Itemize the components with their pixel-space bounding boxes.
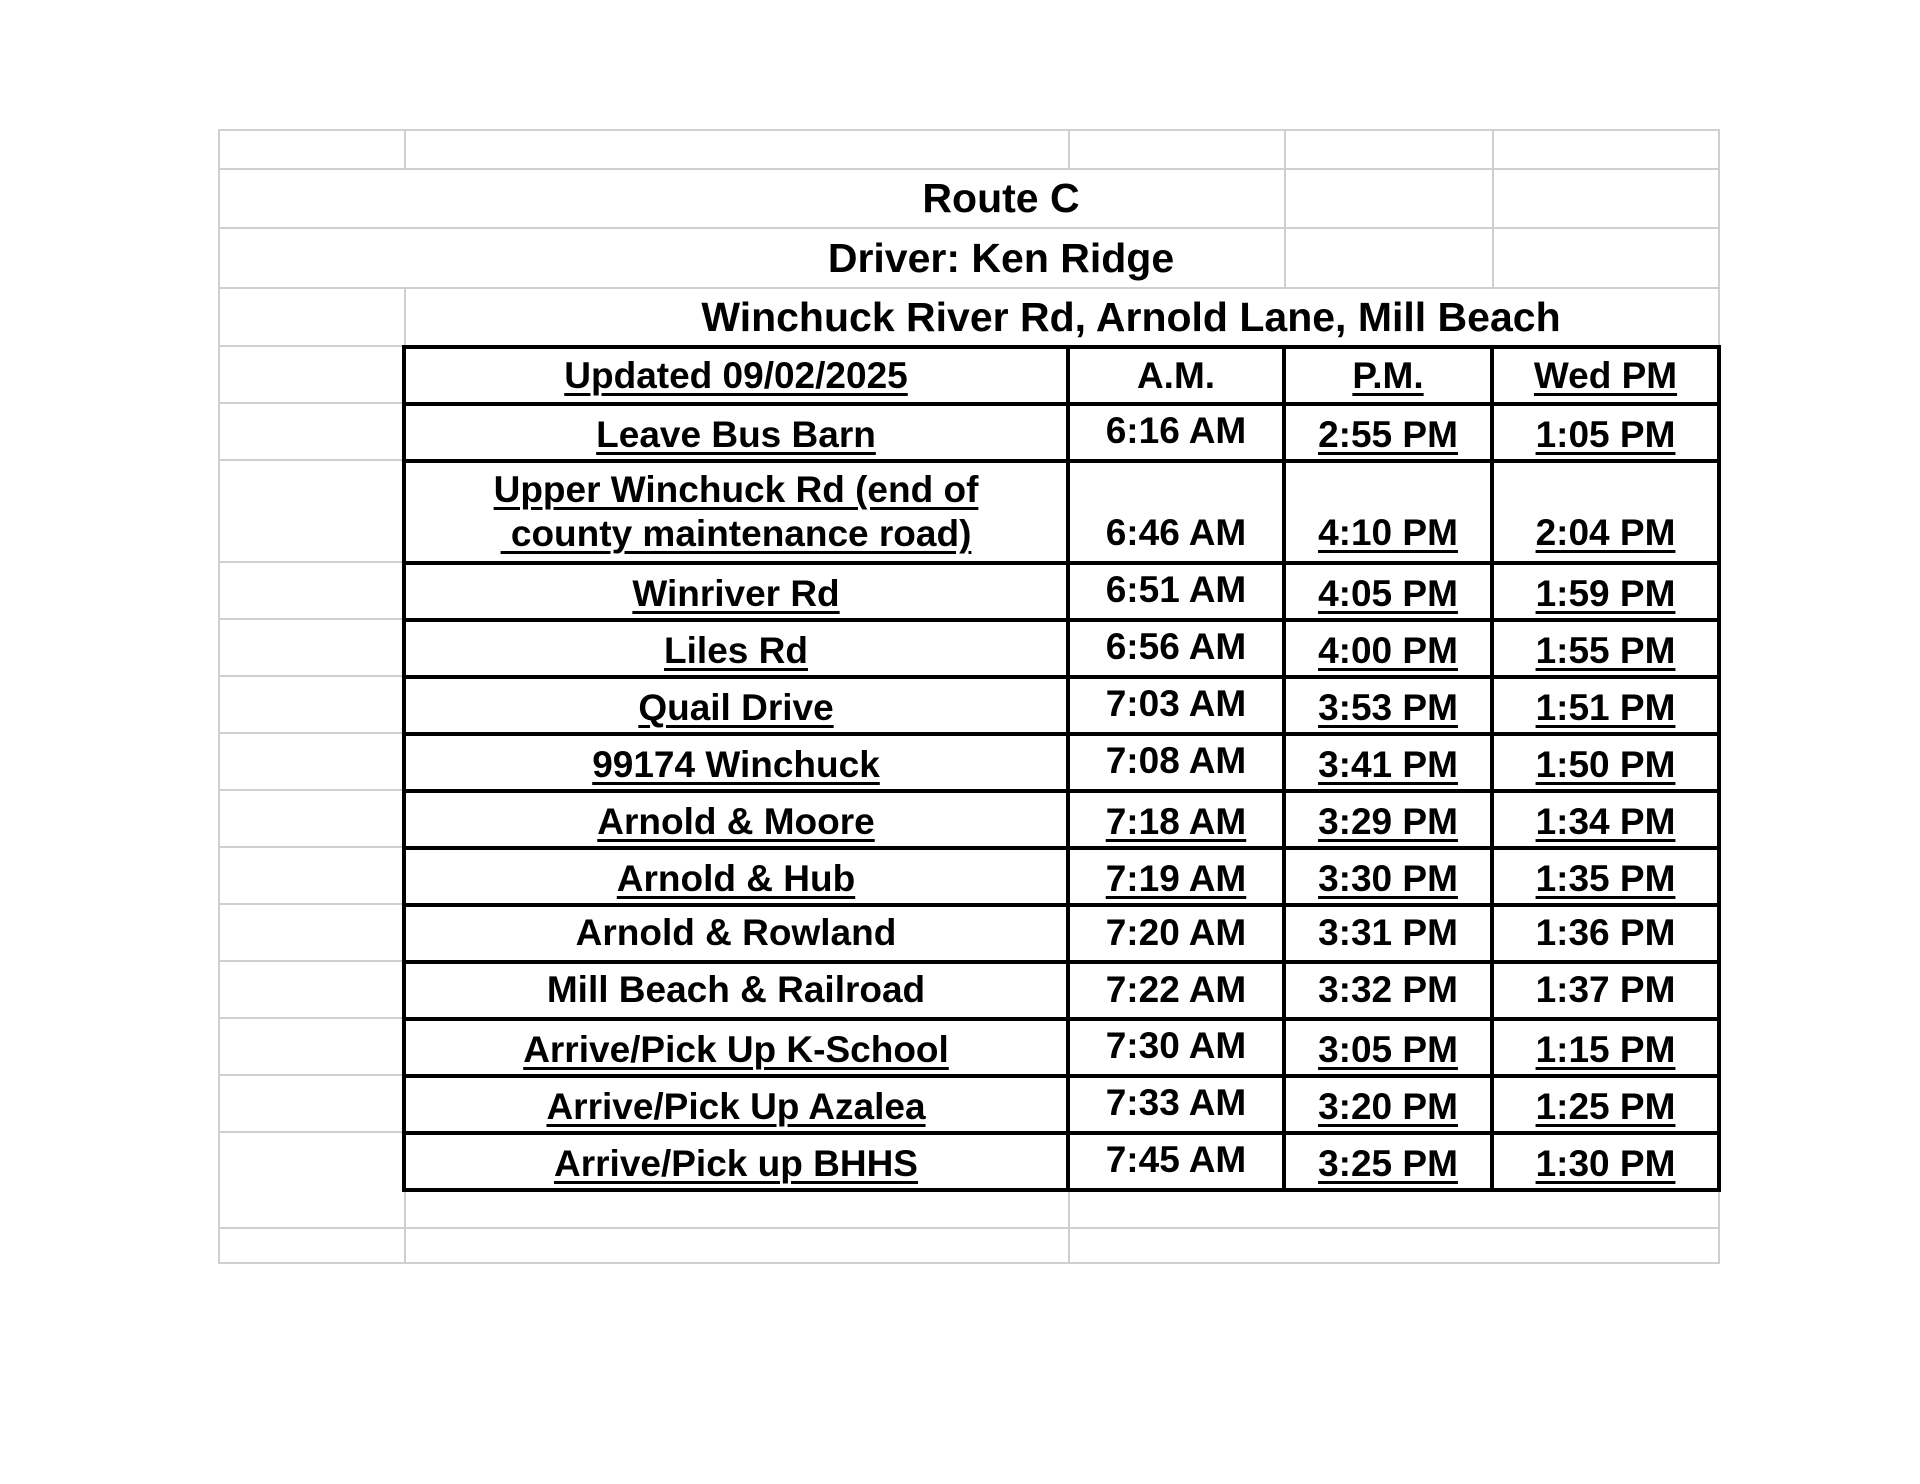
am-time: 7:19 AM bbox=[1105, 857, 1247, 899]
pm-time: 3:32 PM bbox=[1318, 968, 1458, 1010]
gridline bbox=[218, 345, 404, 347]
am-time: 6:16 AM bbox=[1105, 409, 1247, 451]
gridline bbox=[218, 129, 1720, 131]
am-time: 7:45 AM bbox=[1105, 1138, 1247, 1180]
column-header-stop: Updated 09/02/2025 bbox=[564, 354, 908, 396]
table-border bbox=[402, 402, 1721, 406]
am-time: 6:56 AM bbox=[1105, 625, 1247, 667]
gridline bbox=[218, 1017, 404, 1019]
wed-pm-time: 1:25 PM bbox=[1535, 1085, 1676, 1127]
pm-time: 3:53 PM bbox=[1318, 686, 1458, 728]
am-time: 7:30 AM bbox=[1105, 1024, 1247, 1066]
gridline bbox=[218, 459, 404, 461]
wed-pm-time: 1:51 PM bbox=[1535, 686, 1676, 728]
gridline bbox=[218, 129, 220, 1264]
stop-name: Mill Beach & Railroad bbox=[546, 968, 926, 1010]
wed-pm-time: 1:37 PM bbox=[1535, 968, 1676, 1010]
gridline bbox=[218, 960, 404, 962]
stop-name bbox=[406, 463, 1066, 561]
column-header-pm: P.M. bbox=[1352, 354, 1424, 396]
am-time: 7:08 AM bbox=[1105, 739, 1247, 781]
wed-pm-time: 1:05 PM bbox=[1535, 413, 1676, 455]
gridline bbox=[218, 789, 404, 791]
gridline bbox=[218, 402, 404, 404]
stop-name-line: county maintenance road) bbox=[500, 513, 972, 554]
gridline bbox=[218, 1131, 404, 1133]
stop-name: Winriver Rd bbox=[632, 572, 840, 614]
stop-name: 99174 Winchuck bbox=[592, 743, 880, 785]
stop-name: Arrive/Pick up BHHS bbox=[554, 1142, 918, 1184]
table-border bbox=[1717, 345, 1721, 1192]
am-time: 7:22 AM bbox=[1105, 968, 1247, 1010]
gridline bbox=[218, 1227, 1720, 1229]
gridline bbox=[218, 903, 404, 905]
gridline bbox=[404, 129, 406, 168]
wed-pm-time: 1:55 PM bbox=[1535, 629, 1676, 671]
wed-pm-time: 1:30 PM bbox=[1535, 1142, 1676, 1184]
table-border bbox=[402, 1017, 1721, 1021]
pm-time: 3:05 PM bbox=[1318, 1028, 1458, 1070]
am-time: 6:46 AM bbox=[1105, 511, 1247, 553]
stop-name: Liles Rd bbox=[664, 629, 808, 671]
pm-time: 3:31 PM bbox=[1318, 911, 1458, 953]
gridline bbox=[218, 1262, 1720, 1264]
pm-time: 3:29 PM bbox=[1318, 800, 1458, 842]
route-roads: Winchuck River Rd, Arnold Lane, Mill Beach bbox=[701, 293, 1561, 340]
stop-name: Arnold & Moore bbox=[597, 800, 875, 842]
gridline bbox=[218, 618, 404, 620]
wed-pm-time: 1:59 PM bbox=[1535, 572, 1676, 614]
pm-time: 3:41 PM bbox=[1318, 743, 1458, 785]
wed-pm-time: 1:50 PM bbox=[1535, 743, 1676, 785]
pm-time: 4:00 PM bbox=[1318, 629, 1458, 671]
pm-time: 3:25 PM bbox=[1318, 1142, 1458, 1184]
wed-pm-time: 2:04 PM bbox=[1535, 511, 1676, 553]
pm-time: 2:55 PM bbox=[1318, 413, 1458, 455]
gridline bbox=[218, 732, 404, 734]
am-time: 6:51 AM bbox=[1105, 568, 1247, 610]
am-time: 7:20 AM bbox=[1105, 911, 1247, 953]
gridline bbox=[218, 675, 404, 677]
stop-name: Arrive/Pick Up K-School bbox=[523, 1028, 949, 1070]
stop-name: Leave Bus Barn bbox=[596, 413, 876, 455]
gridline bbox=[218, 846, 404, 848]
wed-pm-time: 1:15 PM bbox=[1535, 1028, 1676, 1070]
wed-pm-time: 1:34 PM bbox=[1535, 800, 1676, 842]
wed-pm-time: 1:35 PM bbox=[1535, 857, 1676, 899]
stop-name: Arnold & Hub bbox=[616, 857, 856, 899]
stop-name: Arrive/Pick Up Azalea bbox=[546, 1085, 926, 1127]
pm-time: 3:30 PM bbox=[1318, 857, 1458, 899]
driver-name: Driver: Ken Ridge bbox=[827, 234, 1175, 281]
am-time: 7:03 AM bbox=[1105, 682, 1247, 724]
stop-name-line: Upper Winchuck Rd (end of bbox=[493, 469, 979, 510]
column-header-am: A.M. bbox=[1136, 354, 1216, 396]
column-header-wed-pm: Wed PM bbox=[1533, 354, 1678, 396]
pm-time: 4:10 PM bbox=[1318, 511, 1458, 553]
gridline bbox=[1068, 129, 1070, 168]
am-time: 7:18 AM bbox=[1105, 800, 1247, 842]
wed-pm-time: 1:36 PM bbox=[1535, 911, 1676, 953]
stop-name: Quail Drive bbox=[638, 686, 834, 728]
gridline bbox=[218, 1074, 404, 1076]
am-time: 7:33 AM bbox=[1105, 1081, 1247, 1123]
table-border bbox=[402, 561, 1721, 565]
gridline bbox=[218, 561, 404, 563]
route-title: Route C bbox=[922, 175, 1080, 221]
stop-name: Arnold & Rowland bbox=[575, 911, 897, 953]
pm-time: 4:05 PM bbox=[1318, 572, 1458, 614]
pm-time: 3:20 PM bbox=[1318, 1085, 1458, 1127]
